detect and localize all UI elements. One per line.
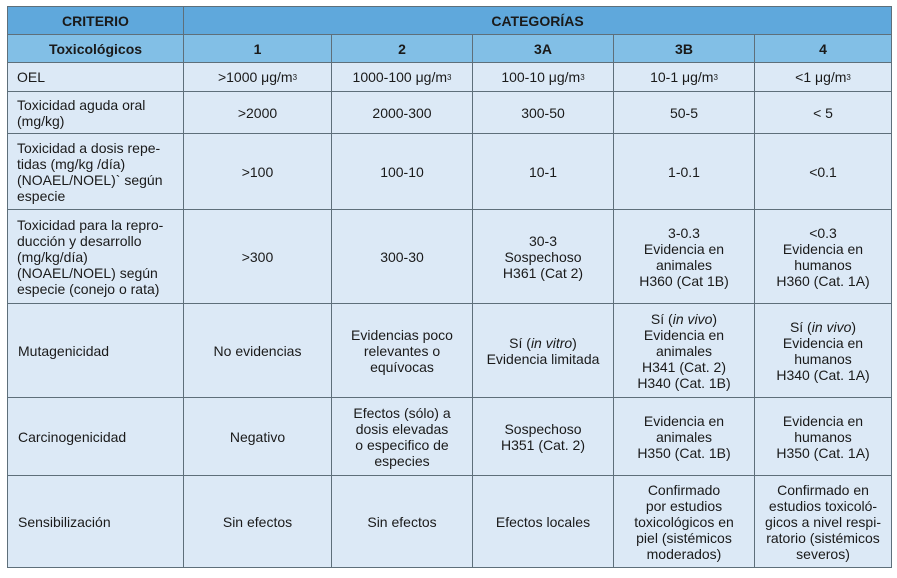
text-part: Sí ( xyxy=(789,318,812,335)
text-line: especie xyxy=(17,187,66,204)
cell-mutagenicidad-cat1: No evidencias xyxy=(184,304,332,398)
text-line: (NOAEL/NOEL) según xyxy=(17,264,158,281)
cell-sensibilizacion-cat3a: Efectos locales xyxy=(473,476,614,568)
text-part: ) xyxy=(572,334,577,351)
cell-sensibilizacion-cat4 xyxy=(755,476,892,568)
header-cat-2: 2 xyxy=(332,35,473,63)
unit-exponent: 3 xyxy=(713,73,718,82)
text-line: H360 (Cat 1B) xyxy=(639,272,729,289)
cell-reproduccion-cat4 xyxy=(755,210,892,304)
text-line: Sospechoso xyxy=(504,248,582,265)
header-toxicologicos: Toxicológicos xyxy=(8,35,184,63)
row-sensibilizacion xyxy=(8,476,892,568)
header-criterio: CRITERIO xyxy=(8,7,184,35)
header-categorias: CATEGORÍAS xyxy=(184,7,892,35)
text-line: especies xyxy=(374,452,430,469)
text-line: 3-0.3 xyxy=(668,224,700,241)
text-line: especie (conejo o rata) xyxy=(17,280,160,297)
text-line: animales xyxy=(655,428,713,445)
text-line: Evidencia en xyxy=(782,240,864,257)
text-line: humanos xyxy=(794,256,852,273)
text-line: animales xyxy=(655,256,713,273)
text-line: H341 (Cat. 2) xyxy=(641,358,727,375)
cell-aguda-cat4: < 5 xyxy=(755,92,892,134)
cell-reproduccion-cat3b xyxy=(614,210,755,304)
text-line: humanos xyxy=(794,428,852,445)
text-line xyxy=(759,319,887,335)
value-text: >1000 μg/m xyxy=(217,69,293,85)
value-text: 1000-100 μg/m xyxy=(352,69,447,85)
cell-reproduccion-cat2: 300-30 xyxy=(332,210,473,304)
text-line: (mg/kg) xyxy=(17,112,65,129)
text-line: Evidencia en xyxy=(782,412,864,429)
value-text: 100-10 μg/m xyxy=(501,69,581,85)
italic-text: in vivo xyxy=(672,310,713,327)
row-mutagenicidad xyxy=(8,304,892,398)
value-text: 10-1 μg/m xyxy=(650,69,714,85)
unit-exponent: 3 xyxy=(846,73,851,82)
header-cat-3a: 3A xyxy=(473,35,614,63)
header-cat-4: 4 xyxy=(755,35,892,63)
text-line: H340 (Cat. 1B) xyxy=(637,374,731,391)
criterion-sensibilizacion: Sensibilización xyxy=(8,476,184,568)
header-cat-3b: 3B xyxy=(614,35,755,63)
cell-aguda-cat1: >2000 xyxy=(184,92,332,134)
cell-carcinogenicidad-cat4 xyxy=(755,398,892,476)
text-line: piel (sistémicos xyxy=(636,529,732,546)
text-line: Evidencia en xyxy=(782,334,864,351)
text-line: Toxicidad para la repro- xyxy=(17,216,164,233)
unit-exponent: 3 xyxy=(580,73,585,82)
criterion-dosis-repetidas xyxy=(8,134,184,210)
cell-carcinogenicidad-cat2 xyxy=(332,398,473,476)
criterion-carcinogenicidad: Carcinogenicidad xyxy=(8,398,184,476)
cell-mutagenicidad-cat2 xyxy=(332,304,473,398)
cell-carcinogenicidad-cat1: Negativo xyxy=(184,398,332,476)
criterion-reproduccion xyxy=(8,210,184,304)
cell-reproduccion-cat1: >300 xyxy=(184,210,332,304)
cell-repetidas-cat4: <0.1 xyxy=(755,134,892,210)
text-line: H350 (Cat. 1A) xyxy=(776,444,870,461)
text-line: Efectos (sólo) a xyxy=(353,404,451,421)
cell-sensibilizacion-cat2: Sin efectos xyxy=(332,476,473,568)
text-part: Sí ( xyxy=(650,310,673,327)
text-line: tidas (mg/kg /día) xyxy=(17,155,126,172)
text-line: Evidencias poco xyxy=(351,326,453,343)
cell-aguda-cat2: 2000-300 xyxy=(332,92,473,134)
cell-mutagenicidad-cat4 xyxy=(755,304,892,398)
cell-oel-cat4 xyxy=(755,63,892,92)
cell-repetidas-cat1: >100 xyxy=(184,134,332,210)
text-line: Toxicidad a dosis repe- xyxy=(17,139,161,156)
text-line: H361 (Cat 2) xyxy=(502,264,584,281)
text-line: o especifico de xyxy=(355,436,449,453)
text-line: Evidencia limitada xyxy=(486,350,600,367)
row-toxicidad-aguda xyxy=(8,92,892,134)
unit-exponent: 3 xyxy=(447,73,452,82)
cell-aguda-cat3b: 50-5 xyxy=(614,92,755,134)
text-part: ) xyxy=(851,318,857,335)
text-line: Confirmado en xyxy=(777,481,869,498)
text-line: por estudios xyxy=(645,497,723,514)
text-part: ) xyxy=(712,310,718,327)
text-line: Evidencia en xyxy=(643,326,725,343)
text-line: moderados) xyxy=(646,545,722,562)
unit-exponent: 3 xyxy=(292,73,298,82)
cell-mutagenicidad-cat3a xyxy=(473,304,614,398)
text-line: H340 (Cat. 1A) xyxy=(776,366,870,383)
text-line xyxy=(477,335,609,351)
text-line: 30-3 xyxy=(528,232,558,249)
cell-repetidas-cat3b: 1-0.1 xyxy=(614,134,755,210)
cell-repetidas-cat2: 100-10 xyxy=(332,134,473,210)
text-line: (mg/kg/día) xyxy=(17,248,88,265)
row-oel xyxy=(8,63,892,92)
text-line: gicos a nivel respi- xyxy=(765,513,881,530)
cell-carcinogenicidad-cat3a xyxy=(473,398,614,476)
text-line: ducción y desarrollo xyxy=(17,232,142,249)
text-line: ratorio (sistémicos xyxy=(766,529,880,546)
text-line: H350 (Cat. 1B) xyxy=(637,444,731,461)
text-line: Evidencia en xyxy=(643,240,725,257)
cell-oel-cat3a xyxy=(473,63,614,92)
italic-text: in vivo xyxy=(811,318,852,335)
text-line: severos) xyxy=(796,545,850,562)
text-line: toxicológicos en xyxy=(634,513,734,530)
criterion-toxicidad-aguda xyxy=(8,92,184,134)
text-line: dosis elevadas xyxy=(355,420,449,437)
text-line: (NOAEL/NOEL)` según xyxy=(17,171,163,188)
value-text: <1 μg/m xyxy=(795,69,847,85)
criterion-mutagenicidad: Mutagenicidad xyxy=(8,304,184,398)
text-line: Evidencia en xyxy=(643,412,725,429)
text-line: Confirmado xyxy=(647,481,721,498)
italic-text: in vitro xyxy=(530,334,573,351)
cell-mutagenicidad-cat3b xyxy=(614,304,755,398)
text-line: relevantes o xyxy=(363,342,441,359)
text-line: H360 (Cat. 1A) xyxy=(776,272,870,289)
cell-oel-cat2 xyxy=(332,63,473,92)
header-row-main xyxy=(8,7,892,35)
header-cat-1: 1 xyxy=(184,35,332,63)
row-dosis-repetidas xyxy=(8,134,892,210)
text-line: animales xyxy=(655,342,713,359)
criterion-oel: OEL xyxy=(8,63,184,92)
text-part: Sí ( xyxy=(509,334,531,351)
text-line: Sospechoso xyxy=(504,420,582,437)
cell-carcinogenicidad-cat3b xyxy=(614,398,755,476)
header-row-categories xyxy=(8,35,892,63)
cell-oel-cat3b xyxy=(614,63,755,92)
text-line: estudios toxicoló- xyxy=(768,497,878,514)
cell-sensibilizacion-cat3b xyxy=(614,476,755,568)
row-reproduccion xyxy=(8,210,892,304)
text-line: H351 (Cat. 2) xyxy=(500,436,586,453)
cell-reproduccion-cat3a xyxy=(473,210,614,304)
text-line: <0.3 xyxy=(809,224,837,241)
text-line: equívocas xyxy=(370,358,434,375)
criteria-table xyxy=(7,6,892,568)
text-line: humanos xyxy=(794,350,852,367)
cell-aguda-cat3a: 300-50 xyxy=(473,92,614,134)
cell-sensibilizacion-cat1: Sin efectos xyxy=(184,476,332,568)
text-line xyxy=(618,311,750,327)
cell-oel-cat1 xyxy=(184,63,332,92)
text-line: Toxicidad aguda oral xyxy=(17,96,146,113)
row-carcinogenicidad xyxy=(8,398,892,476)
cell-repetidas-cat3a: 10-1 xyxy=(473,134,614,210)
